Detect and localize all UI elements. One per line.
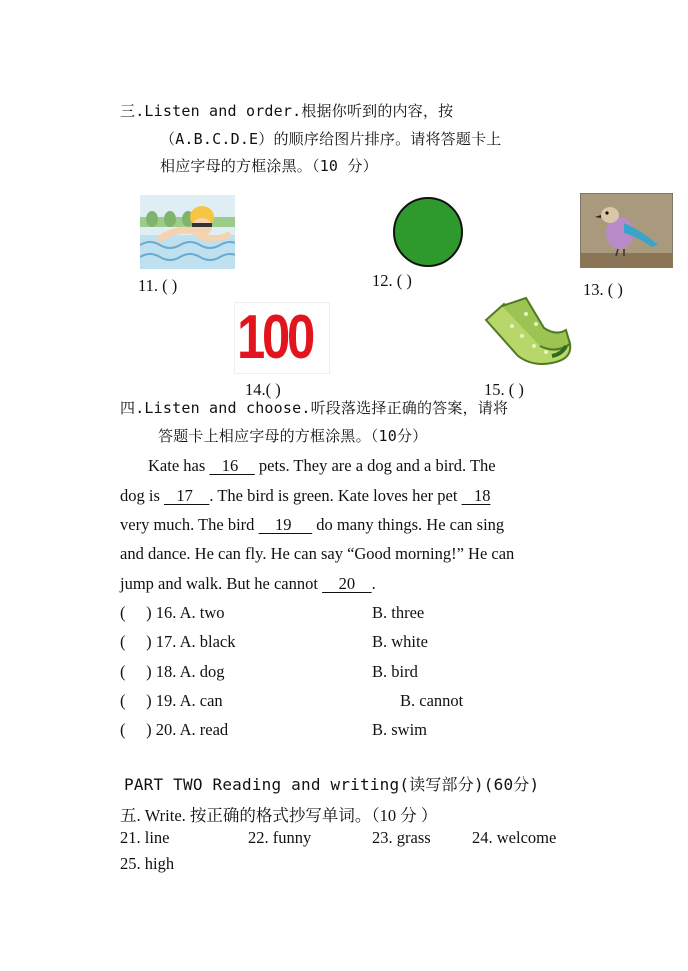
green-socks-image xyxy=(482,296,574,370)
number-100-text: 100 xyxy=(237,303,312,372)
passage-text: . xyxy=(371,574,376,593)
passage-text: dog is xyxy=(120,486,165,505)
number-100-image xyxy=(234,302,330,374)
passage-text: very much. The bird xyxy=(120,515,259,534)
passage-text: jump and walk. But he cannot xyxy=(120,574,323,593)
swimmer-image xyxy=(140,195,235,269)
passage-text: Kate has xyxy=(148,456,210,475)
item-13-label: 13. ( ) xyxy=(583,280,623,299)
blank-18: 18 xyxy=(461,486,491,505)
passage-line-5 xyxy=(120,574,376,594)
item-12-label: 12. ( ) xyxy=(372,271,412,290)
passage-line-2 xyxy=(120,486,490,506)
passage-line-4: and dance. He can fly. He can say “Good morning!” He can xyxy=(120,544,515,563)
word-21: 21. line xyxy=(120,828,170,847)
question-19-option-b: B. cannot xyxy=(400,691,464,710)
passage-text: do many things. He can sing xyxy=(312,515,505,534)
part-two-heading: PART TWO Reading and writing(读写部分)(60分) xyxy=(124,775,540,794)
item-14-label: 14.( ) xyxy=(245,380,281,399)
question-16-option-a: ( ) 16. A. two xyxy=(120,603,225,622)
passage-text: pets. They are a dog and a bird. The xyxy=(254,456,496,475)
question-18-option-a: ( ) 18. A. dog xyxy=(120,662,225,681)
question-20-option-b: B. swim xyxy=(372,720,428,739)
section4-title-line2: 答题卡上相应字母的方框涂黑。（10分） xyxy=(158,427,428,445)
word-23: 23. grass xyxy=(372,828,431,847)
green-circle-icon xyxy=(392,196,464,268)
question-17-option-b: B. white xyxy=(372,632,428,651)
item-11-label: 11. ( ) xyxy=(138,276,178,295)
question-18-option-b: B. bird xyxy=(372,662,418,681)
section3-title-line3: 相应字母的方框涂黑。（10 分） xyxy=(160,157,378,175)
word-25: 25. high xyxy=(120,854,175,873)
blank-17: 17 xyxy=(164,486,210,505)
passage-line-1 xyxy=(148,456,496,476)
word-24: 24. welcome xyxy=(472,828,557,847)
word-22: 22. funny xyxy=(248,828,312,847)
question-17-option-a: ( ) 17. A. black xyxy=(120,632,236,651)
question-19-option-a: ( ) 19. A. can xyxy=(120,691,223,710)
section4-title-line1: 四.Listen and choose.听段落选择正确的答案，请将 xyxy=(120,399,509,417)
bird-photo xyxy=(580,193,673,268)
blank-16: 16 xyxy=(209,456,255,475)
section3-title-line2: （A.B.C.D.E）的顺序给图片排序。请将答题卡上 xyxy=(160,130,502,148)
question-20-option-a: ( ) 20. A. read xyxy=(120,720,229,739)
question-16-option-b: B. three xyxy=(372,603,425,622)
passage-line-3 xyxy=(120,515,504,535)
section5-title: 五. Write. 按正确的格式抄写单词。（10 分 ） xyxy=(120,806,438,825)
passage-text: . The bird is green. Kate loves her pet xyxy=(209,486,462,505)
blank-20: 20 xyxy=(322,574,372,593)
item-15-label: 15. ( ) xyxy=(484,380,524,399)
section3-title-line1: 三.Listen and order.根据你听到的内容，按 xyxy=(120,102,454,120)
blank-19: 19 xyxy=(258,515,313,534)
